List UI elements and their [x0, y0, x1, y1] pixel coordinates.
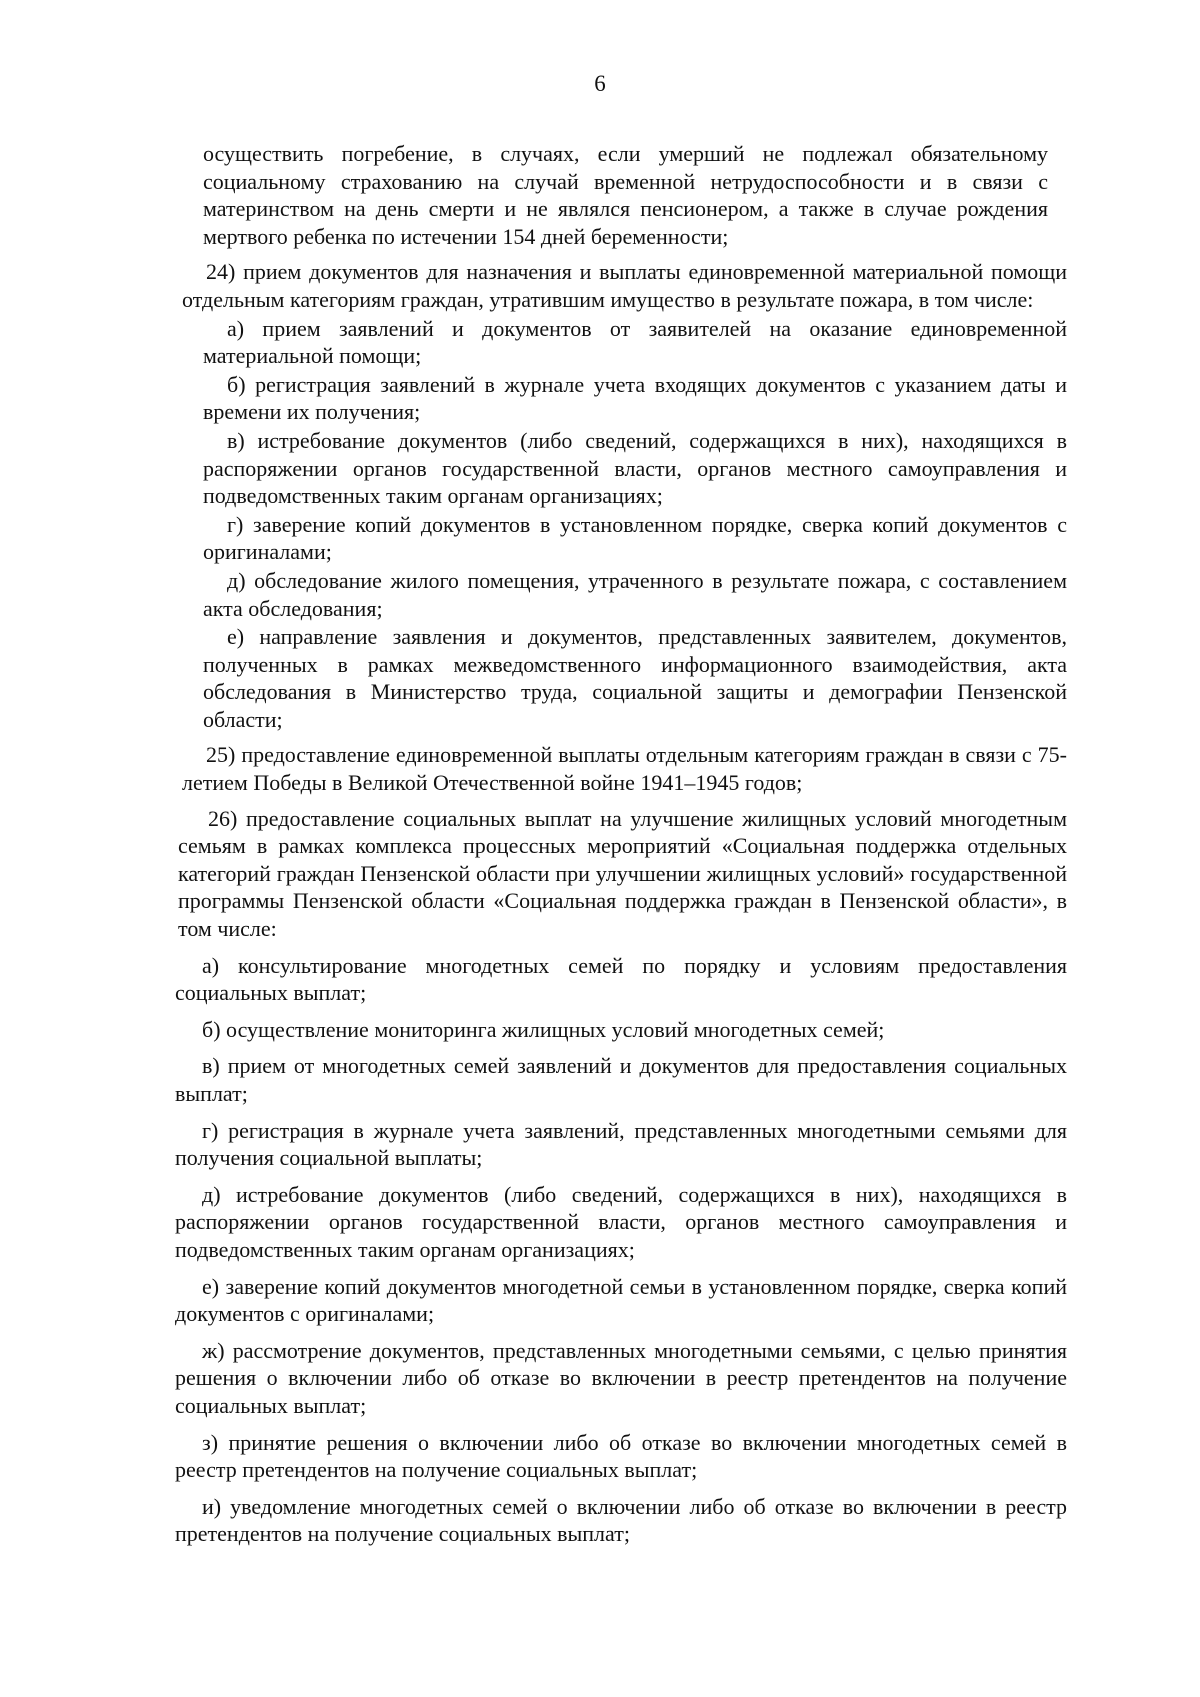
- paragraph: в) прием от многодетных семей заявлений и документов для предоставления социальных выплат;: [175, 1053, 1067, 1106]
- paragraph: з) принятие решения о включении либо об отказе во включении многодетных семей в реестр претендентов на получение социальных выплат;: [175, 1429, 1067, 1483]
- paragraph: г) регистрация в журнале учета заявлений, представленных многодетными семьями для получения социальной выплаты;: [175, 1117, 1067, 1171]
- paragraph: осуществить погребение, в случаях, если умерший не подлежал обязательному социальному страхованию на случай временной нетрудоспособности и в связи с материнством на день смерти и не являлся пенсионером, а также в случае рождения мертвого ребенка по истечении 154 дней беременности;: [203, 141, 1048, 249]
- document-body: [0, 140, 1200, 1548]
- paragraph: б) регистрация заявлений в журнале учета входящих документов с указанием даты и времени их получения;: [203, 371, 1067, 425]
- paragraph: а) прием заявлений и документов от заявителей на оказание единовременной материальной помощи;: [203, 315, 1067, 369]
- paragraph: ж) рассмотрение документов, представленных многодетными семьями, с целью принятия решения о включении либо об отказе во включении в реестр претендентов на получение социальных выплат;: [175, 1337, 1067, 1418]
- paragraph: и) уведомление многодетных семей о включении либо об отказе во включении в реестр претендентов на получение социальных выплат;: [175, 1493, 1067, 1547]
- paragraph: а) консультирование многодетных семей по порядку и условиям предоставления социальных выплат;: [175, 952, 1067, 1006]
- paragraph: г) заверение копий документов в установленном порядке, сверка копий документов с оригиналами;: [203, 511, 1067, 565]
- paragraph: д) обследование жилого помещения, утраченного в результате пожара, с составлением акта обследования;: [203, 567, 1067, 621]
- paragraph: б) осуществление мониторинга жилищных условий многодетных семей;: [202, 1016, 885, 1042]
- paragraph: в) истребование документов (либо сведений, содержащихся в них), находящихся в распоряжении органов государственной власти, органов местного самоуправления и подведомственных таким органам организациях;: [203, 427, 1067, 509]
- paragraph: е) направление заявления и документов, представленных заявителем, документов, полученных в рамках межведомственного информационного взаимодействия, акта обследования в Министерство труда, социальной защиты и демографии Пензенской области;: [203, 624, 1067, 732]
- paragraph: 24) прием документов для назначения и выплаты единовременной материальной помощи отдельным категориям граждан, утратившим имущество в результате пожара, в том числе:: [182, 259, 1067, 312]
- paragraph: 26) предоставление социальных выплат на улучшение жилищных условий многодетным семьям в рамках комплекса процессных мероприятий «Социальная поддержка отдельных категорий граждан Пензенской области при улучшении жилищных условий» государственной программы Пензенской области «Социальная поддержка граждан в Пензенской области», в том числе:: [178, 805, 1067, 942]
- paragraph: 25) предоставление единовременной выплаты отдельным категориям граждан в связи с 75-летием Победы в Великой Отечественной войне 1941–1945 годов;: [182, 742, 1067, 796]
- page-number: 6: [594, 71, 606, 96]
- paragraph: е) заверение копий документов многодетной семьи в установленном порядке, сверка копий документов с оригиналами;: [175, 1273, 1067, 1327]
- paragraph: д) истребование документов (либо сведений, содержащихся в них), находящихся в распоряжении органов государственной власти, органов местного самоуправления и подведомственных таким органам организациях;: [175, 1181, 1067, 1262]
